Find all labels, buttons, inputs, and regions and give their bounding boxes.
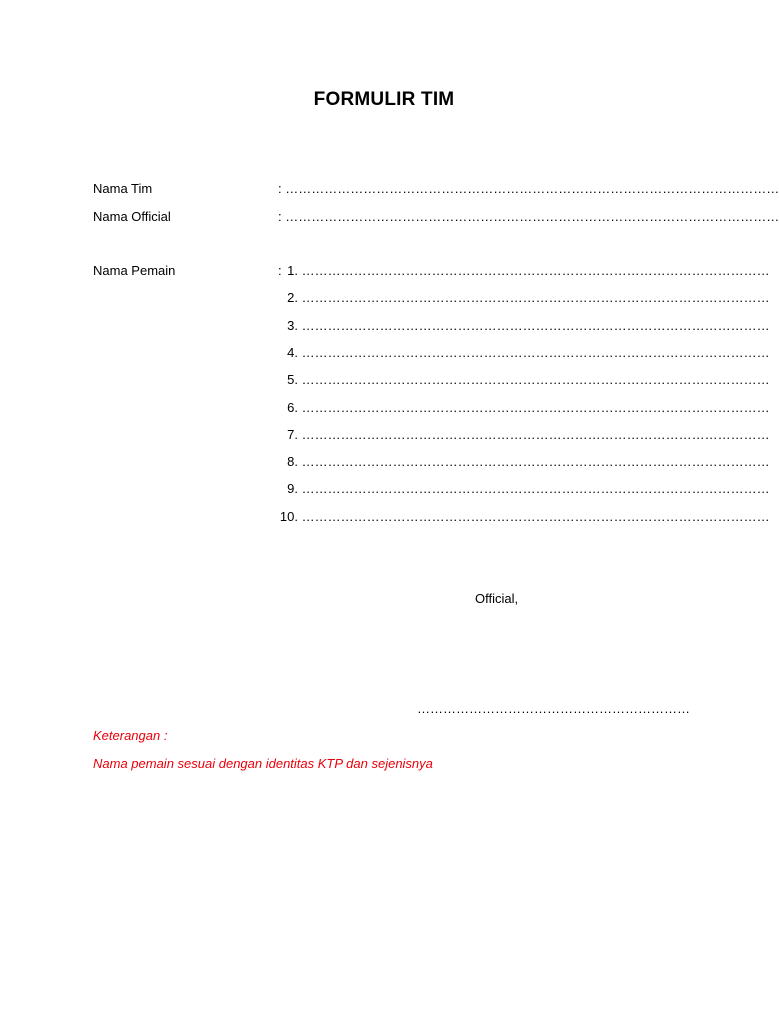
note-text: Nama pemain sesuai dengan identitas KTP dan sejenisnya [93, 756, 433, 771]
player-number: 8. [287, 454, 298, 469]
player-dotted-line: ……………………………………………………………………………………………… [301, 372, 770, 387]
player-dotted-line: ……………………………………………………………………………………………… [301, 290, 770, 305]
player-field[interactable] [278, 509, 770, 524]
player-dotted-line: ……………………………………………………………………………………………… [301, 345, 770, 360]
player-dotted-line: ……………………………………………………………………………………………… [301, 318, 770, 333]
player-number: 1. [287, 263, 298, 278]
player-dotted-line: ……………………………………………………………………………………………… [301, 481, 770, 496]
team-name-field[interactable]: : …………………………………………………………………………………………………… [278, 181, 779, 196]
note-heading: Keterangan : [93, 728, 168, 743]
player-dotted-line: ……………………………………………………………………………………………… [301, 454, 770, 469]
players-label: Nama Pemain [93, 263, 176, 278]
signer-title: Official, [475, 591, 519, 606]
player-number: 10. [279, 509, 298, 524]
official-name-label: Nama Official [93, 209, 171, 224]
player-number: 5. [287, 372, 298, 387]
player-dotted-line: ……………………………………………………………………………………………… [301, 427, 770, 442]
player-field[interactable] [278, 454, 770, 469]
player-number: 7. [287, 427, 298, 442]
players-colon: : [278, 263, 282, 278]
player-dotted-line: ……………………………………………………………………………………………… [301, 400, 770, 415]
player-field[interactable] [278, 318, 770, 333]
player-number: 6. [287, 400, 298, 415]
player-field[interactable] [278, 400, 770, 415]
player-number: 9. [287, 481, 298, 496]
official-name-field[interactable]: : …………………………………………………………………………………………………… [278, 209, 779, 224]
player-field[interactable] [278, 263, 770, 278]
player-number: 2. [287, 290, 298, 305]
player-dotted-line: ……………………………………………………………………………………………… [301, 263, 770, 278]
player-field[interactable] [278, 345, 770, 360]
team-name-label: Nama Tim [93, 181, 153, 196]
player-number: 4. [287, 345, 298, 360]
player-number: 3. [287, 318, 298, 333]
player-dotted-line: ……………………………………………………………………………………………… [301, 509, 770, 524]
signature-line[interactable]: ……………………………………………………… [417, 701, 690, 716]
player-field[interactable] [278, 427, 770, 442]
player-field[interactable] [278, 481, 770, 496]
player-field[interactable] [278, 290, 770, 305]
player-field[interactable] [278, 372, 770, 387]
page-title: FORMULIR TIM [313, 89, 455, 110]
